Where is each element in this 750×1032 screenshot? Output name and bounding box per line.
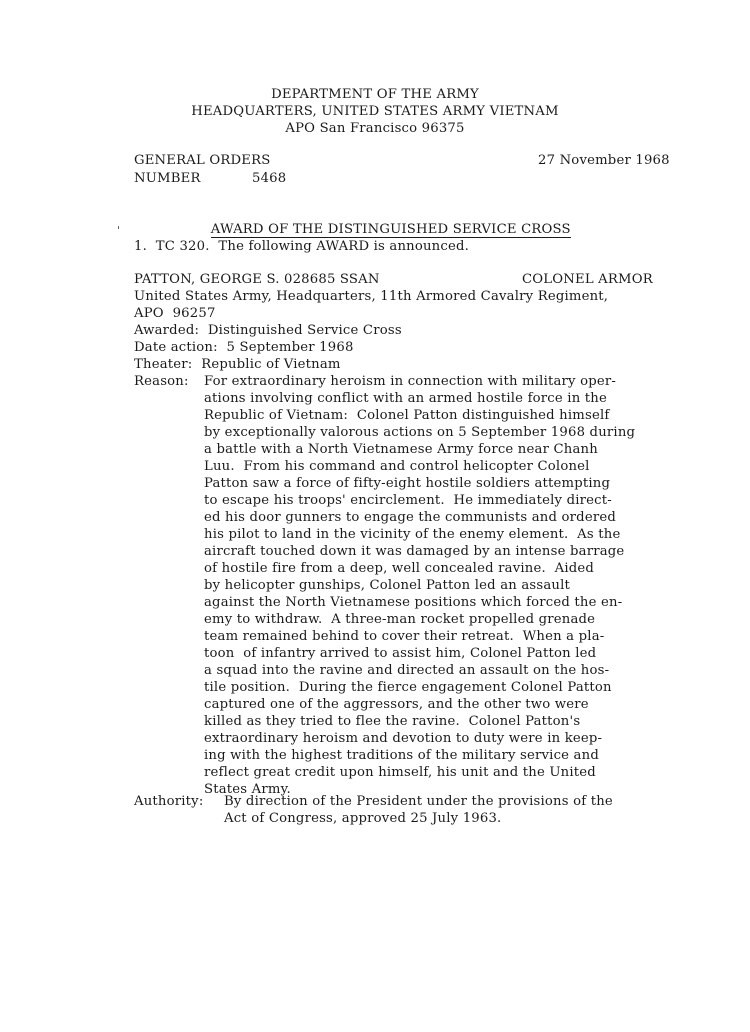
reason-line: by helicopter gunships, Colonel Patton led an assault bbox=[204, 578, 571, 593]
header-line-department: DEPARTMENT OF THE ARMY bbox=[271, 87, 479, 102]
reason-line: a battle with a North Vietnamese Army force near Chanh bbox=[204, 442, 598, 457]
order-date: 27 November 1968 bbox=[538, 153, 670, 168]
announcement: 1. TC 320. The following AWARD is announced. bbox=[134, 239, 469, 254]
reason-line: team remained behind to cover their retreat. When a pla- bbox=[204, 629, 605, 644]
recipient-name: PATTON, GEORGE S. 028685 SSAN bbox=[134, 272, 380, 287]
reason-line: For extraordinary heroism in connection with military oper- bbox=[204, 374, 617, 389]
reason-line: reflect great credit upon himself, his unit and the United bbox=[204, 765, 596, 780]
reason-line: to escape his troops' encirclement. He immediately direct- bbox=[204, 493, 612, 508]
authority-line-2: Act of Congress, approved 25 July 1963. bbox=[224, 811, 502, 826]
reason-line: extraordinary heroism and devotion to duty were in keep- bbox=[204, 731, 603, 746]
authority-label: Authority: bbox=[134, 794, 204, 809]
document-title-text: AWARD OF THE DISTINGUISHED SERVICE CROSS bbox=[210, 222, 571, 237]
document-title bbox=[202, 204, 571, 238]
reason-line: emy to withdraw. A three-man rocket propelled grenade bbox=[204, 612, 596, 627]
date-action-line: Date action: 5 September 1968 bbox=[134, 340, 354, 355]
reason-line: of hostile fire from a deep, well concealed ravine. Aided bbox=[204, 561, 595, 576]
reason-line: ations involving conflict with an armed hostile force in the bbox=[204, 391, 607, 406]
header-line-apo: APO San Francisco 96375 bbox=[285, 121, 465, 136]
reason-line: captured one of the aggressors, and the other two were bbox=[204, 697, 589, 712]
reason-line: Luu. From his command and control helicopter Colonel bbox=[204, 459, 590, 474]
theater-line: Theater: Republic of Vietnam bbox=[134, 357, 341, 372]
reason-line: Patton saw a force of fifty-eight hostile soldiers attempting bbox=[204, 476, 611, 491]
authority-line-1: By direction of the President under the provisions of the bbox=[224, 794, 613, 809]
scan-mark bbox=[118, 226, 119, 229]
reason-line: his pilot to land in the vicinity of the enemy element. As the bbox=[204, 527, 621, 542]
order-number-label: NUMBER bbox=[134, 171, 201, 186]
reason-line: aircraft touched down it was damaged by an intense barrage bbox=[204, 544, 625, 559]
reason-line: ed his door gunners to engage the communists and ordered bbox=[204, 510, 616, 525]
awarded-line: Awarded: Distinguished Service Cross bbox=[134, 323, 402, 338]
reason-line: by exceptionally valorous actions on 5 September 1968 during bbox=[204, 425, 636, 440]
recipient-rank: COLONEL ARMOR bbox=[522, 272, 653, 287]
reason-line: a squad into the ravine and directed an assault on the hos- bbox=[204, 663, 610, 678]
reason-line: toon of infantry arrived to assist him, Colonel Patton led bbox=[204, 646, 597, 661]
general-orders-label: GENERAL ORDERS bbox=[134, 153, 271, 168]
order-number: 5468 bbox=[252, 171, 287, 186]
recipient-unit-line-1: United States Army, Headquarters, 11th Armored Cavalry Regiment, bbox=[134, 289, 609, 304]
reason-line: tile position. During the fierce engagement Colonel Patton bbox=[204, 680, 612, 695]
reason-line: States Army. bbox=[204, 782, 291, 797]
reason-line: killed as they tried to flee the ravine. Colonel Patton's bbox=[204, 714, 581, 729]
reason-line: Republic of Vietnam: Colonel Patton distinguished himself bbox=[204, 408, 610, 423]
reason-line: ing with the highest traditions of the military service and bbox=[204, 748, 599, 763]
recipient-unit-line-2: APO 96257 bbox=[134, 306, 216, 321]
header-line-headquarters: HEADQUARTERS, UNITED STATES ARMY VIETNAM bbox=[191, 104, 559, 119]
reason-line: against the North Vietnamese positions which forced the en- bbox=[204, 595, 623, 610]
reason-label: Reason: bbox=[134, 374, 189, 389]
